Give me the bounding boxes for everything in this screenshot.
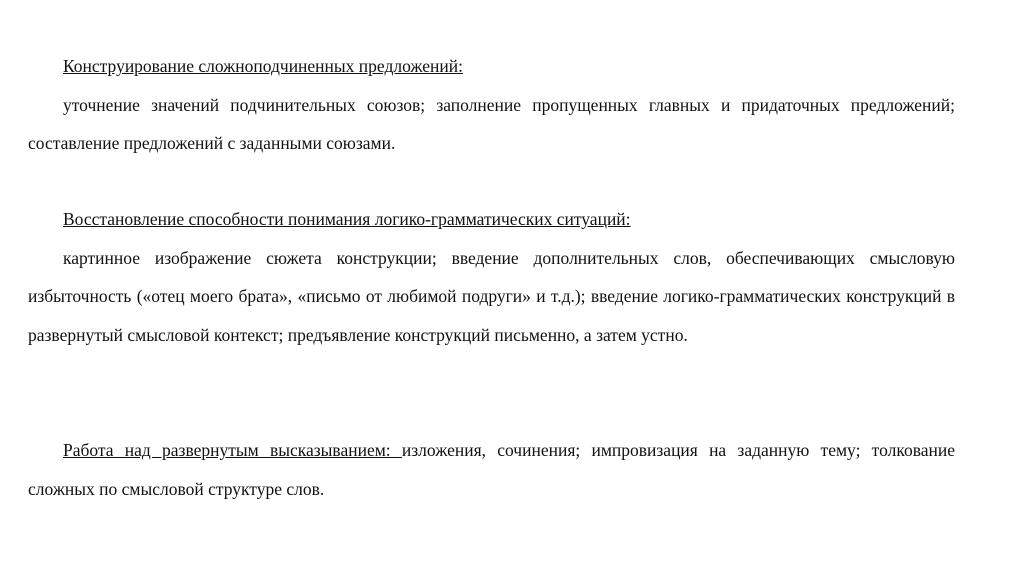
- section-heading: Конструирование сложноподчиненных предложений:: [63, 56, 463, 76]
- section-heading-paragraph: [28, 47, 955, 86]
- section-sentence-construction: [28, 47, 955, 163]
- section-logic-grammar: [28, 200, 955, 354]
- section-heading: Работа над развернутым высказыванием:: [63, 440, 402, 460]
- section-heading: Восстановление способности понимания логико-грамматических ситуаций:: [63, 209, 631, 229]
- section-extended-utterance: [28, 431, 955, 508]
- section-body-paragraph: картинное изображение сюжета конструкции; введение дополнительных слов, обеспечивающих смысловую избыточность («отец моего брата», «письмо от любимой подруги» и т.д.); введение логико-грамматических конструкций в развернутый смысловой контекст; предъявление конструкций письменно, а затем устно.: [28, 247, 955, 345]
- section-paragraph: [28, 431, 955, 508]
- section-body-paragraph: уточнение значений подчинительных союзов; заполнение пропущенных главных и придаточных предложений; составление предложений с заданными союзами.: [28, 94, 955, 153]
- section-heading-paragraph: [28, 200, 955, 239]
- section-body-inline: изложения, сочинения; импровизация на заданную тему; толкование сложных по смысловой структуре слов.: [28, 440, 955, 499]
